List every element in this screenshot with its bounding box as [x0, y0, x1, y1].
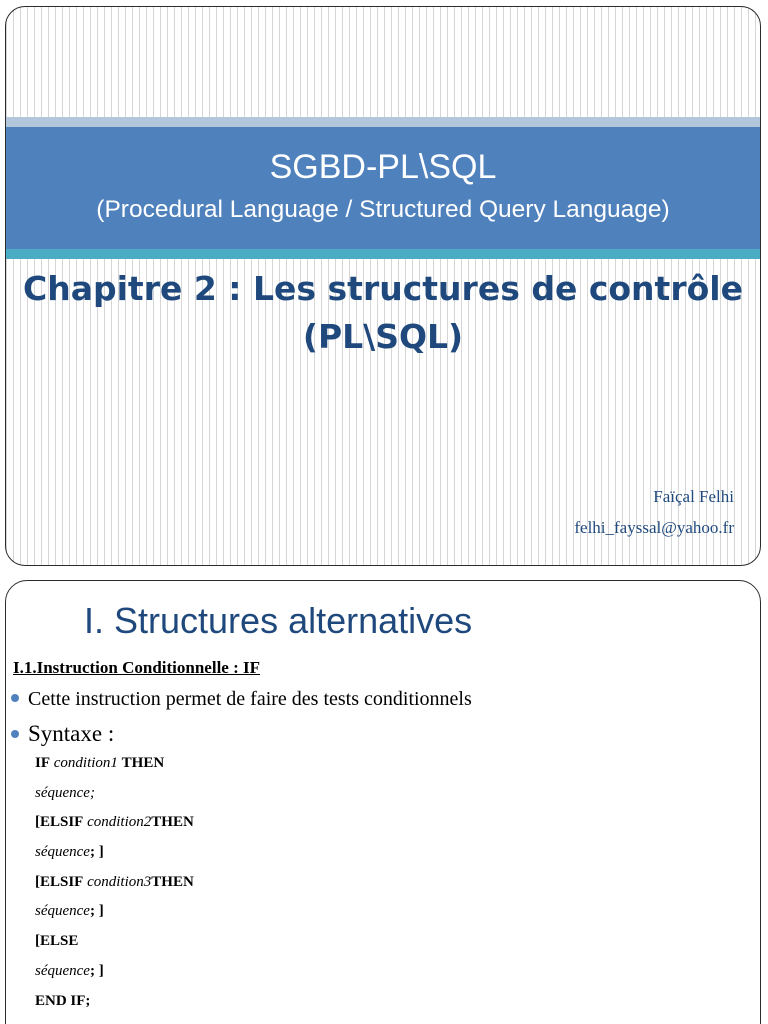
author-name: Faïçal Felhi — [653, 487, 734, 506]
bullet-dot-icon — [11, 730, 19, 738]
code-line — [35, 868, 194, 898]
bullet-text: Syntaxe : — [28, 721, 115, 746]
code-line — [35, 987, 194, 1017]
code-line — [35, 897, 194, 927]
code-keyword: END IF; — [35, 992, 91, 1009]
code-condition: condition1 — [53, 755, 118, 771]
code-bracket: ; ] — [89, 962, 104, 979]
title-slide — [5, 6, 761, 566]
code-line — [35, 838, 194, 868]
course-title: SGBD-PL\SQL — [269, 148, 497, 186]
accent-band-top — [6, 117, 760, 127]
chapter-title-line-2: (PL\SQL) — [302, 317, 464, 356]
code-bracket: ; ] — [89, 844, 104, 861]
title-banner — [6, 127, 760, 249]
bullet-item — [11, 686, 472, 712]
code-line — [35, 749, 194, 779]
chapter-title — [6, 265, 760, 361]
code-line — [35, 957, 194, 987]
code-keyword: THEN — [151, 873, 194, 890]
code-line — [35, 779, 194, 809]
bullet-item — [11, 719, 114, 749]
author-email: felhi_fayssal@yahoo.fr — [574, 518, 734, 537]
accent-band-bottom — [6, 249, 760, 259]
code-condition: condition3 — [87, 873, 152, 890]
code-sequence: séquence — [35, 962, 90, 979]
code-keyword: [ELSIF — [35, 873, 84, 890]
code-keyword: THEN — [121, 755, 165, 771]
code-line — [35, 927, 194, 957]
syntax-code-block — [35, 749, 194, 1016]
code-keyword: [ELSIF — [35, 814, 84, 831]
code-keyword: [ELSE — [35, 933, 79, 950]
code-bracket: ; ] — [89, 903, 104, 920]
slide-heading: I. Structures alternatives — [84, 600, 473, 641]
code-line — [35, 808, 194, 838]
bullet-text: Cette instruction permet de faire des tests conditionnels — [28, 688, 472, 710]
code-sequence: séquence; — [35, 784, 95, 801]
course-subtitle: (Procedural Language / Structured Query Language) — [96, 196, 670, 223]
code-sequence: séquence — [35, 844, 90, 861]
chapter-title-line-1: Chapitre 2 : Les structures de contrôle — [23, 269, 743, 308]
author-block — [574, 481, 734, 543]
code-keyword: THEN — [151, 814, 194, 831]
bullet-dot-icon — [11, 694, 19, 702]
code-condition: condition2 — [87, 814, 152, 831]
content-slide — [5, 580, 761, 1024]
code-sequence: séquence — [35, 903, 90, 920]
code-keyword: IF — [35, 755, 50, 771]
section-title: I.1.Instruction Conditionnelle : IF — [13, 658, 260, 677]
